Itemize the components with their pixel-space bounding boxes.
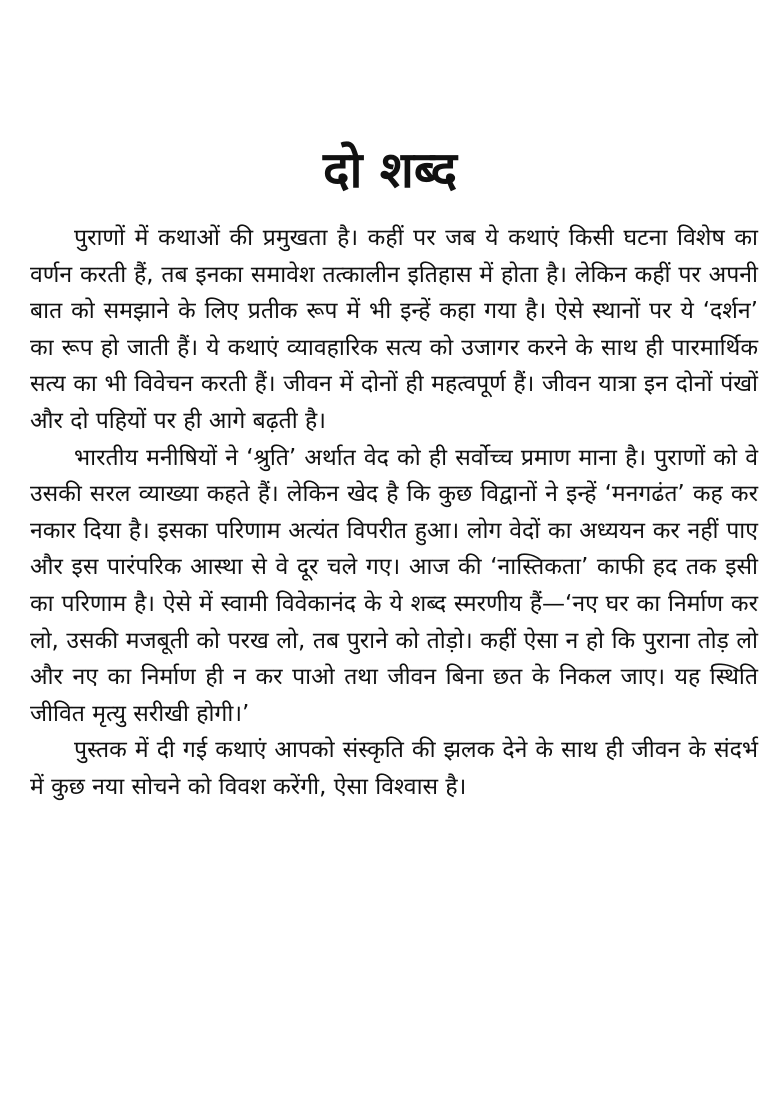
- paragraph-2: भारतीय मनीषियों ने ‘श्रुति’ अर्थात वेद को ही सर्वोच्च प्रमाण माना है। पुराणों को वे उसकी सरल व्याख्या कहते हैं। लेकिन खेद है कि कुछ विद्वानों ने इन्हें ‘मनगढंत’ कह कर नकार दिया है। इसका परिणाम अत्यंत विपरीत हुआ। लोग वेदों का अध्ययन कर नहीं पाए और इस पारंपरिक आस्था से वे दूर चले गए। आज की ‘नास्तिकता’ काफी हद तक इसी का परिणाम है। ऐसे में स्वामी विवेकानंद के ये शब्द स्मरणीय हैं—‘नए घर का निर्माण कर लो, उसकी मजबूती को परख लो, तब पुराने को तोड़ो। कहीं ऐसा न हो कि पुराना तोड़ लो और नए का निर्माण ही न कर पाओ तथा जीवन बिना छत के निकल जाए। यह स्थिति जीवित मृत्यु सरीखी होगी।’: [30, 444, 758, 727]
- paragraph-1: पुराणों में कथाओं की प्रमुखता है। कहीं पर जब ये कथाएं किसी घटना विशेष का वर्णन करती हैं, तब इनका समावेश तत्कालीन इतिहास में होता है। लेकिन कहीं पर अपनी बात को समझाने के लिए प्रतीक रूप में भी इन्हें कहा गया है। ऐसे स्थानों पर ये ‘दर्शन’ का रूप हो जाती हैं। ये कथाएं व्यावहारिक सत्य को उजागर करने के साथ ही पारमार्थिक सत्य का भी विवेचन करती हैं। जीवन में दोनों ही महत्वपूर्ण हैं। जीवन यात्रा इन दोनों पंखों और दो पहियों पर ही आगे बढ़ती है।: [30, 225, 758, 434]
- page-title: दो शब्द: [322, 141, 458, 199]
- paragraph-3: पुस्तक में दी गई कथाएं आपको संस्कृति की झलक देने के साथ ही जीवन के संदर्भ में कुछ नया सोचने को विवश करेंगी, ऐसा विश्वास है।: [30, 737, 758, 800]
- body-text: [30, 220, 758, 806]
